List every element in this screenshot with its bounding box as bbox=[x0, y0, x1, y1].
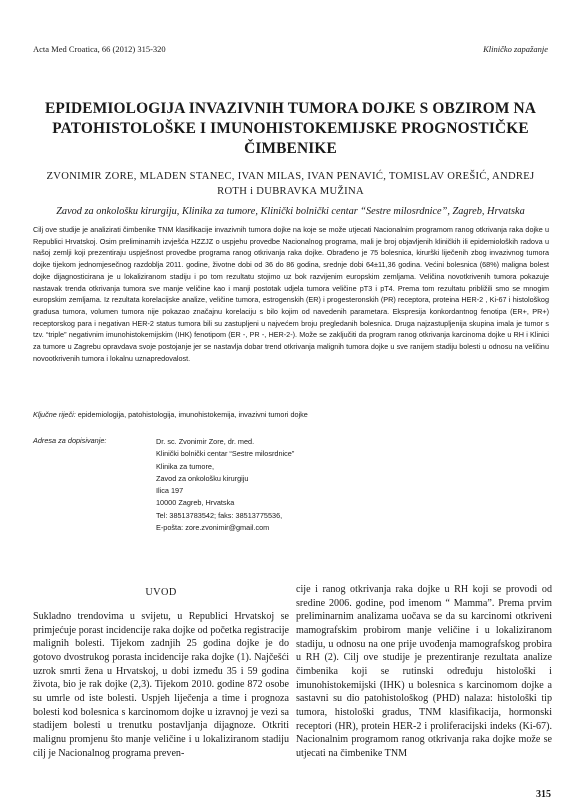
correspondence-label: Adresa za dopisivanje: bbox=[33, 436, 107, 445]
body-column-right: cije i ranog otkrivanja raka dojke u RH koji se provodi od sredine 2006. godine, pod imenom “ Mamma”. Prema prvim preliminarnim analizama uočava se da su karcinomi otkriveni mamografskim probirom manje veličine i u lokaliziranom stadiju, u odnosu na one prije uvođenja mamografskog probira u RH (2). Cilj ove studije je prezentiranje rezultata analize čimbenika koji se rutinski određuju histološki i imunohistokemijski (IHK) u bolesnica s karcinomom dojke a sastavni su dio patohistološkog (PHD) nalaza: histološki tip tumora, histološki gradus, TNM klasifikacija, hormonski receptori (HR), protein HER-2 i proliferacijski indeks (Ki-67). Nacionalnim programom ranog otkrivanja raka dojke može se utjecati na čimbenike TNM bbox=[296, 584, 552, 759]
address-line: Klinika za tumore, bbox=[156, 461, 214, 471]
address-line: Klinički bolnički centar “Sestre milosrdnice” bbox=[156, 449, 295, 459]
correspondence-address bbox=[156, 436, 294, 534]
address-line: E-pošta: zore.zvonimir@gmail.com bbox=[156, 523, 270, 533]
keywords-text: epidemiologija, patohistologija, imunohistokemija, invazivni tumori dojke bbox=[75, 410, 308, 419]
address-line: 10000 Zagreb, Hrvatska bbox=[156, 498, 235, 508]
affiliation: Zavod za onkološku kirurgiju, Klinika za tumore, Klinički bolnički centar “Sestre milosrdnice”, Zagreb, Hrvatska bbox=[56, 206, 525, 217]
page-number: 315 bbox=[536, 789, 551, 800]
abstract: Cilj ove studije je analizirati čimbenike TNM klasifikacije invazivnih tumora dojke na koje se može utjecati Nacionalnim programom ranog otkrivanja raka dojke u Republici Hrvatskoj. Osim preliminarnih izvješća HZZJZ o uspjehu provedbe Nacionalnog programa, mali je broj objavljenih kliničkih ili epidemioloških radova u našoj zemlji koji prezentiraju uspješnost provedbe programa ranog otkrivanja raka dojke. Obrađeno je 75 bolesnica, kirurški liječenih zbog invazivnog tumora dojke tijekom jednomjesečnog razdoblja 2011. godine, životne dobi od 36 do 86 godina, srednje dobi 64±11,36 godina. Većini bolesnica (68%) maligna bolest dojke dijagnosticirana je u lokaliziranom stadiju i po tom rezultatu stojimo uz bok razvijenim europskim zemljama. Veličina novotkrivenih tumora pokazuje nastavak trenda otkrivanja tumora sve manje veličine kao i manji postotak udjela tumora veličine pT3 i pT4. Prema tom rezultatu približili smo se mnogim europskim zemljama. Iz rezultata korelacijske analize, veličine tumora, estrogenskih (ER) i progesteronskih (PR) receptora, proteina HER-2 , Ki-67 i histološkog gradusa tumora, volumen tumora nije pokazao značajnu korelaciju s bilo kojim od navedenih parametara. Ekspresija konkordantnog fenotipa (ER+, PR+) receptorskog para i negativan HER-2 status tumora bili su zastupljeni u najvećem broju pregledanih bolesnica. Druga najzastupljenija skupina imala je tumor s tzv. “triple” negativnim imunohistokemijskim (IHK) fenotipom (ER -, PR -, HER-2-). Može se zaključiti da program ranog otkrivanja karcinoma dojke u RH i Klinici za tumore u Zagrebu opravdava svoje postojanje jer se nastavlja dobar trend otkrivanja malignih tumora dojke u sve ranijem stadiju bolesti u odnosu na veličinu novootkrivenih tumora i lokalnu uznapredovalost. bbox=[33, 225, 549, 363]
section-label: Kliničko zapažanje bbox=[483, 44, 548, 54]
body-column-left: Sukladno trendovima u svijetu, u Republici Hrvatskoj se primjećuje porast incidencije raka dojke od početka registracije malignih bolesti. Tijekom zadnjih 25 godina dojke je do gotovo dvostrukog porasta incidencije raka dojke (1). Najčešći uzrok smrti žena u Hrvatskoj, u dobi između 35 i 59 godina života, bio je rak dojke (2,3). Tijekom 2010. godine 872 osobe su umrle od iste bolesti. Uspjeh liječenja a time i prognoza bolesti kod bolesnica s karcinomom dojke u izravnoj je vezi sa stadijem bolesti u trenutku postavljanja dijagnoze. Otkriti malignu promjenu što manje veličine i u lokaliziranom stadiju cilj je Nacionalnog programa preven- bbox=[33, 611, 289, 759]
address-line: Zavod za onkološku kirurgiju bbox=[156, 473, 249, 483]
address-line: Tel: 38513783542; faks: 38513775536, bbox=[156, 510, 283, 520]
address-line: Ilica 197 bbox=[156, 486, 184, 496]
authors: ZVONIMIR ZORE, MLADEN STANEC, IVAN MILAS, IVAN PENAVIĆ, TOMISLAV OREŠIĆ, ANDREJ ROTH i DUBRAVKA MUŽINA bbox=[46, 171, 535, 197]
journal-citation: Acta Med Croatica, 66 (2012) 315-320 bbox=[33, 44, 166, 54]
article-title: EPIDEMIOLOGIJA INVAZIVNIH TUMORA DOJKE S OBZIROM NA PATOHISTOLOŠKE I IMUNOHISTOKEMIJSKE PROGNOSTIČKE ČIMBENIKE bbox=[44, 100, 537, 157]
section-heading-intro: UVOD bbox=[145, 587, 177, 598]
keywords-label: Ključne riječi: bbox=[33, 410, 76, 419]
keywords bbox=[33, 410, 549, 419]
address-line: Dr. sc. Zvonimir Zore, dr. med. bbox=[156, 437, 255, 446]
